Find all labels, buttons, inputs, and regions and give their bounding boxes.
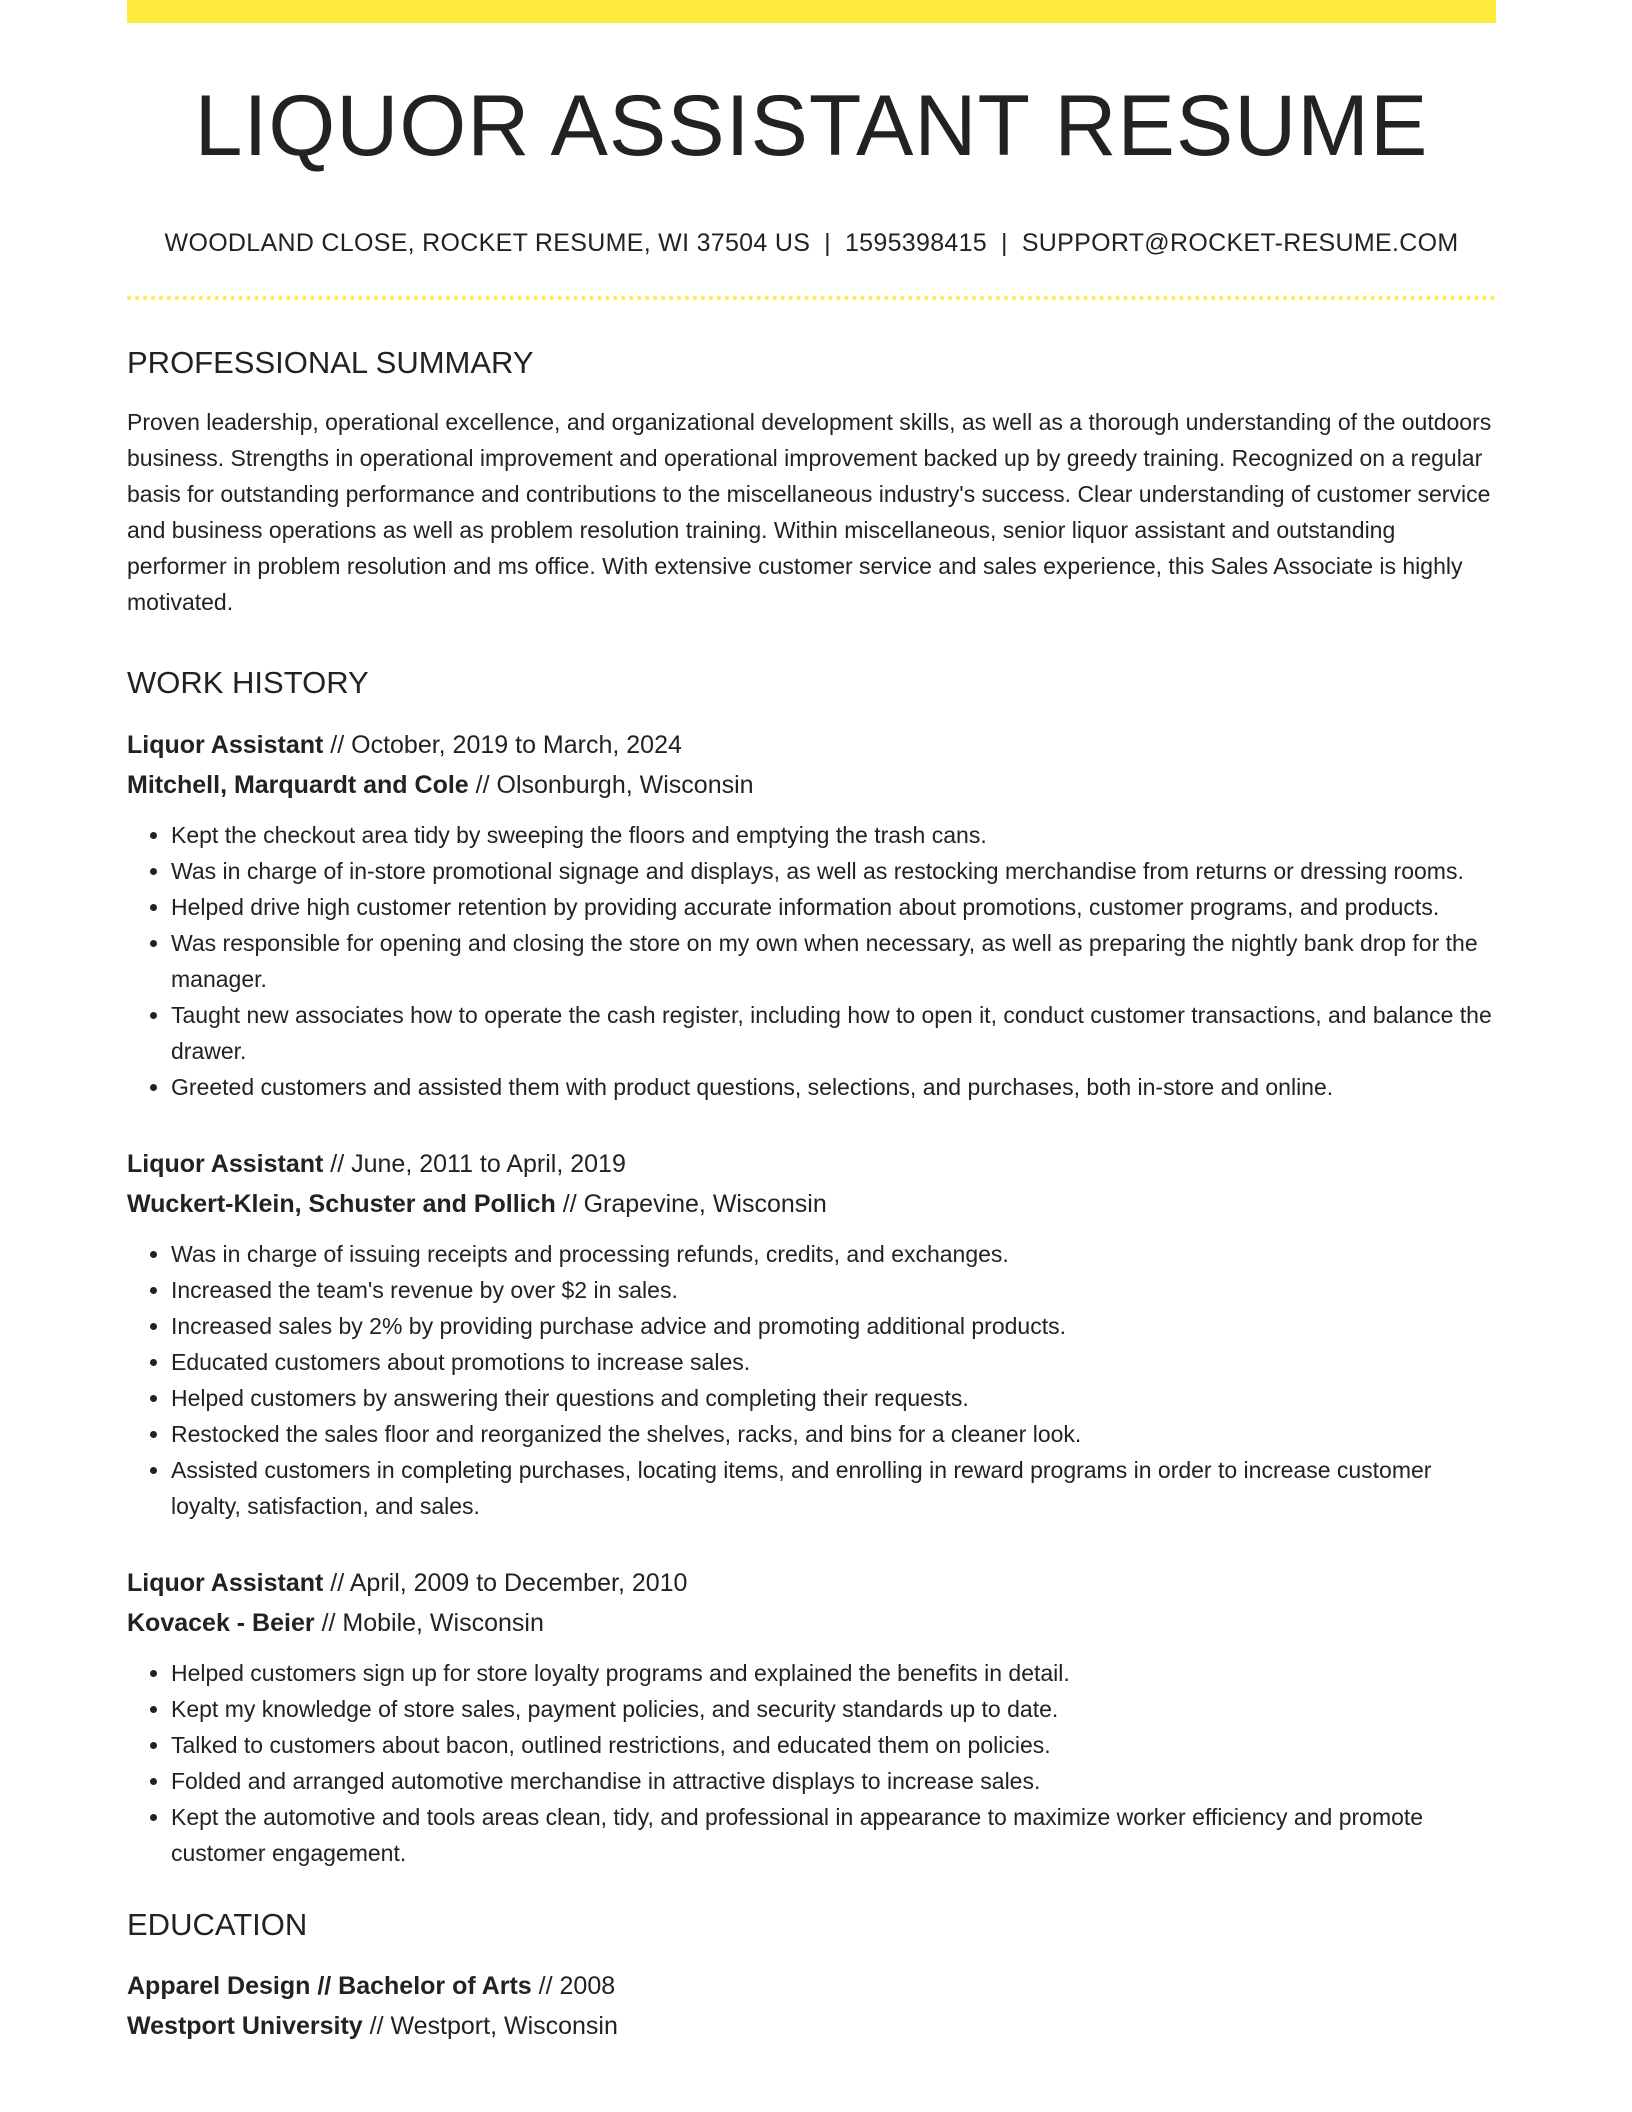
summary-text: Proven leadership, operational excellence, and organizational development skills, as well as a thorough understanding of the outdoors business. Strengths in operational improvement and operational improvement backed up by greedy training. Recognized on a regular basis for outstanding performance and contributions to the miscellaneous industry's success. Clear understanding of customer service and business operations as well as problem resolution training. Within miscellaneous, senior liquor assistant and outstanding performer in problem resolution and ms office. With extensive customer service and sales experience, this Sales Associate is highly motivated. bbox=[127, 409, 1492, 615]
job-bullet: • Taught new associates how to operate the cash register, including how to open it, conduct customer transactions, and balance the drawer. bbox=[171, 997, 1496, 1069]
accent-bar bbox=[127, 0, 1496, 23]
job-dates: // June, 2011 to April, 2019 bbox=[330, 1150, 626, 1178]
job-entry bbox=[127, 725, 1496, 1105]
job-title: Liquor Assistant bbox=[127, 1150, 324, 1178]
education-degree: Apparel Design // Bachelor of Arts bbox=[127, 1972, 532, 2000]
job-bullet: • Helped customers sign up for store loyalty programs and explained the benefits in detail. bbox=[171, 1655, 1496, 1691]
job-bullet: • Increased sales by 2% by providing purchase advice and promoting additional products. bbox=[171, 1308, 1496, 1344]
job-bullet: • Kept my knowledge of store sales, payment policies, and security standards up to date. bbox=[171, 1691, 1496, 1727]
resume-title: LIQUOR ASSISTANT RESUME bbox=[194, 78, 1429, 174]
job-bullet: • Talked to customers about bacon, outlined restrictions, and educated them on policies. bbox=[171, 1727, 1496, 1763]
job-location: // Mobile, Wisconsin bbox=[321, 1609, 544, 1637]
job-bullet: • Folded and arranged automotive merchandise in attractive displays to increase sales. bbox=[171, 1763, 1496, 1799]
job-bullet: • Increased the team's revenue by over $2 in sales. bbox=[171, 1272, 1496, 1308]
contact-address: WOODLAND CLOSE, ROCKET RESUME, WI 37504 US bbox=[164, 229, 811, 257]
contact-line bbox=[127, 229, 1496, 258]
job-company-line bbox=[127, 765, 1496, 805]
job-bullet: • Was in charge of in-store promotional signage and displays, as well as restocking merchandise from returns or dressing rooms. bbox=[171, 853, 1496, 889]
education-entry bbox=[127, 1966, 1496, 2046]
job-bullet: • Assisted customers in completing purchases, locating items, and enrolling in reward programs in order to increase customer loyalty, satisfaction, and sales. bbox=[171, 1452, 1496, 1524]
job-title: Liquor Assistant bbox=[127, 1569, 324, 1597]
job-entry bbox=[127, 1144, 1496, 1524]
education-school-line bbox=[127, 2006, 1496, 2046]
resume-page bbox=[127, 0, 1496, 2046]
job-bullet: • Kept the automotive and tools areas clean, tidy, and professional in appearance to maximize worker efficiency and promote customer engagement. bbox=[171, 1799, 1496, 1871]
job-dates: // October, 2019 to March, 2024 bbox=[330, 731, 682, 759]
job-company: Kovacek - Beier bbox=[127, 1609, 315, 1637]
education-school: Westport University bbox=[127, 2012, 363, 2040]
section-heading-summary: PROFESSIONAL SUMMARY bbox=[127, 345, 534, 380]
job-bullets bbox=[127, 1655, 1496, 1871]
section-heading-work: WORK HISTORY bbox=[127, 665, 369, 700]
job-company-line bbox=[127, 1603, 1496, 1643]
job-location: // Olsonburgh, Wisconsin bbox=[475, 771, 754, 799]
job-title-line bbox=[127, 1563, 1496, 1603]
education-year: // 2008 bbox=[538, 1972, 616, 2000]
job-bullet: • Was responsible for opening and closing the store on my own when necessary, as well as preparing the nightly bank drop for the manager. bbox=[171, 925, 1496, 997]
job-bullet: • Educated customers about promotions to increase sales. bbox=[171, 1344, 1496, 1380]
job-company-line bbox=[127, 1184, 1496, 1224]
job-company: Wuckert-Klein, Schuster and Pollich bbox=[127, 1190, 556, 1218]
contact-separator: | bbox=[1001, 229, 1008, 257]
job-title-line bbox=[127, 725, 1496, 765]
job-bullet: • Helped customers by answering their questions and completing their requests. bbox=[171, 1380, 1496, 1416]
job-bullet: • Was in charge of issuing receipts and processing refunds, credits, and exchanges. bbox=[171, 1236, 1496, 1272]
job-dates: // April, 2009 to December, 2010 bbox=[330, 1569, 688, 1597]
job-title: Liquor Assistant bbox=[127, 731, 324, 759]
job-bullet: • Helped drive high customer retention by providing accurate information about promotions, customer programs, and products. bbox=[171, 889, 1496, 925]
dotted-divider bbox=[127, 296, 1496, 300]
job-location: // Grapevine, Wisconsin bbox=[562, 1190, 827, 1218]
job-bullet: • Restocked the sales floor and reorganized the shelves, racks, and bins for a cleaner look. bbox=[171, 1416, 1496, 1452]
job-entry bbox=[127, 1563, 1496, 1871]
job-bullets bbox=[127, 1236, 1496, 1524]
education-location: // Westport, Wisconsin bbox=[369, 2012, 618, 2040]
job-bullet: • Greeted customers and assisted them with product questions, selections, and purchases, both in-store and online. bbox=[171, 1069, 1496, 1105]
job-bullet: • Kept the checkout area tidy by sweeping the floors and emptying the trash cans. bbox=[171, 817, 1496, 853]
education-degree-line bbox=[127, 1966, 1496, 2006]
contact-separator: | bbox=[824, 229, 831, 257]
contact-email: SUPPORT@ROCKET-RESUME.COM bbox=[1021, 229, 1459, 257]
contact-phone: 1595398415 bbox=[844, 229, 988, 257]
job-bullets bbox=[127, 817, 1496, 1105]
job-title-line bbox=[127, 1144, 1496, 1184]
section-heading-education: EDUCATION bbox=[127, 1907, 308, 1942]
job-company: Mitchell, Marquardt and Cole bbox=[127, 771, 469, 799]
